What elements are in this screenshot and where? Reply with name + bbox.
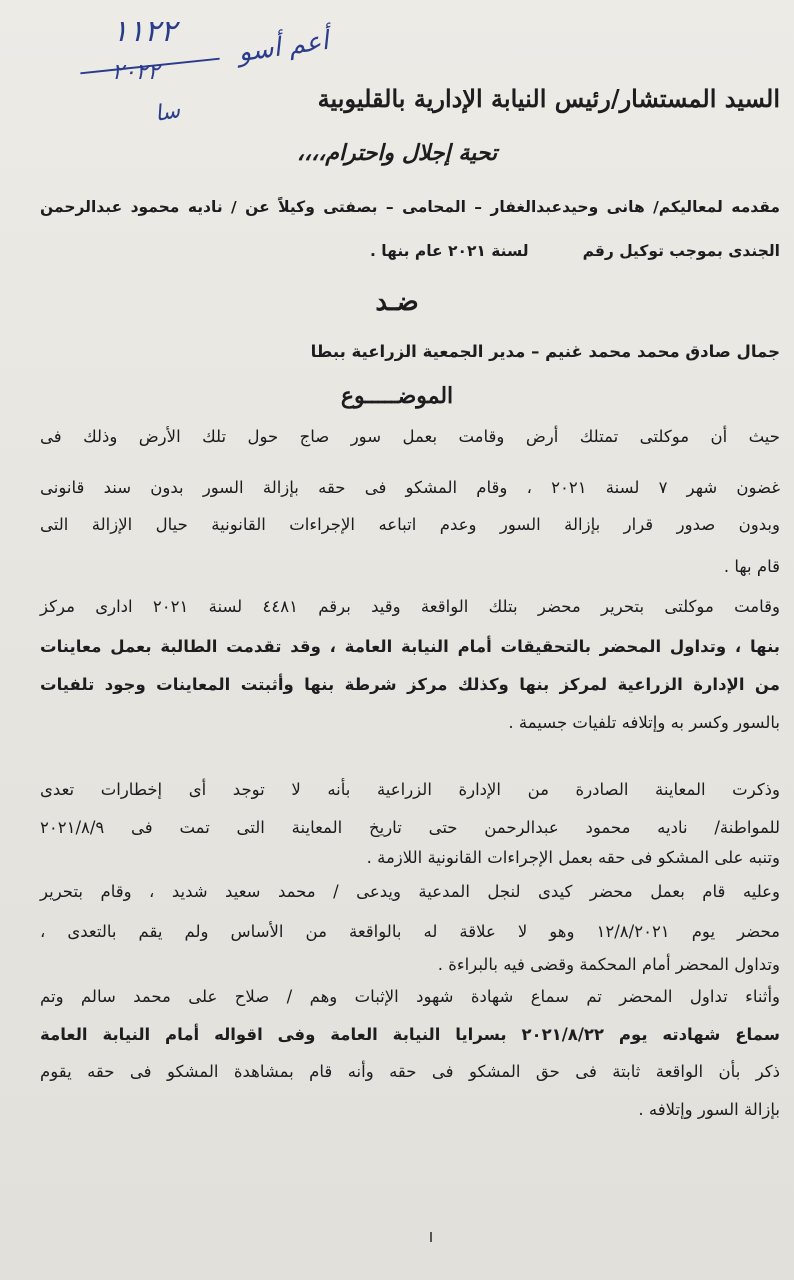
greeting: تحية إجلال واحترام،،،، [296,140,498,166]
addressee-heading: السيد المستشار/رئيس النيابة الإدارية بالقليوبية [317,84,780,113]
subject-title: الموضـــــوع [340,383,454,409]
intro-line-1: مقدمه لمعاليكم/ هانى وحيدعبدالغفار – المحامى – بصفتى وكيلاً عن / ناديه محمود عبدالرحمن [40,198,780,216]
body-line: من الإدارة الزراعية لمركز بنها وكذلك مركز شرطة بنها وأثبتت المعاينات وجود تلفيات [40,675,780,694]
body-line: وذكرت المعاينة الصادرة من الإدارة الزراعية بأنه لا توجد أى إخطارات تعدى [40,780,780,799]
body-line: بإزالة السور وإتلافه . [638,1100,780,1119]
body-line: قام بها . [723,557,780,576]
handwritten-signature: سا [153,98,183,127]
body-line: وتنبه على المشكو فى حقه بعمل الإجراءات القانونية اللازمة . [366,848,780,867]
body-line: حيث أن موكلتى تمتلك أرض وقامت بعمل سور صاج حول تلك الأرض وذلك فى [40,427,780,446]
body-line: للمواطنة/ ناديه محمود عبدالرحمن حتى تاريخ المعاينة التى تمت فى ٢٠٢١/٨/٩ [40,818,780,837]
body-line: سماع شهادته يوم ٢٠٢١/٨/٢٢ بسرايا النيابة العامة وفى اقواله أمام النيابة العامة [40,1025,780,1044]
handwritten-number-top: ١١٢٢ [112,14,177,49]
body-line: بنها ، وتداول المحضر بالتحقيقات أمام النيابة العامة ، وقد تقدمت الطالبة بعمل معاينات [40,637,780,656]
intro-line-2: الجندى بموجب توكيل رقم لسنة ٢٠٢١ عام بنها . [370,242,780,260]
against-label: ضـد [375,287,419,317]
body-line: وبدون صدور قرار بإزالة السور وعدم اتباعه الإجراءات القانونية حيال الإزالة التى [40,515,780,534]
body-line: وتداول المحضر أمام المحكمة وقضى فيه بالبراءة . [437,955,780,974]
page-mark [430,1232,432,1242]
body-line: وأثناء تداول المحضر تم سماع شهادة شهود الإثبات وهم / صلاح على محمد سالم وتم [40,987,780,1006]
against-party: جمال صادق محمد محمد غنيم – مدير الجمعية الزراعية ببطا [310,342,780,361]
body-line: بالسور وكسر به وإتلافه تلفيات جسيمة . [508,713,780,732]
body-line: وعليه قام بعمل محضر كيدى لنجل المدعية ويدعى / محمد سعيد شديد ، وقام بتحرير [40,882,780,901]
body-line: غضون شهر ٧ لسنة ٢٠٢١ ، وقام المشكو فى حقه بإزالة السور بدون سند قانونى [40,478,780,497]
body-line: ذكر بأن الواقعة ثابتة فى حق المشكو فى حقه وأنه قام بمشاهدة المشكو فى حقه يقوم [40,1062,780,1081]
handwritten-number-bottom: ٢٠٢٢ [112,60,160,85]
body-line: محضر يوم ١٢/٨/٢٠٢١ وهو لا علاقة له بالواقعة من الأساس ولم يقم بالتعدى ، [40,922,780,941]
body-line: وقامت موكلتى بتحرير محضر بتلك الواقعة وقيد برقم ٤٤٨١ لسنة ٢٠٢١ ادارى مركز [40,597,780,616]
handwritten-note: أعم أسو [236,25,331,69]
